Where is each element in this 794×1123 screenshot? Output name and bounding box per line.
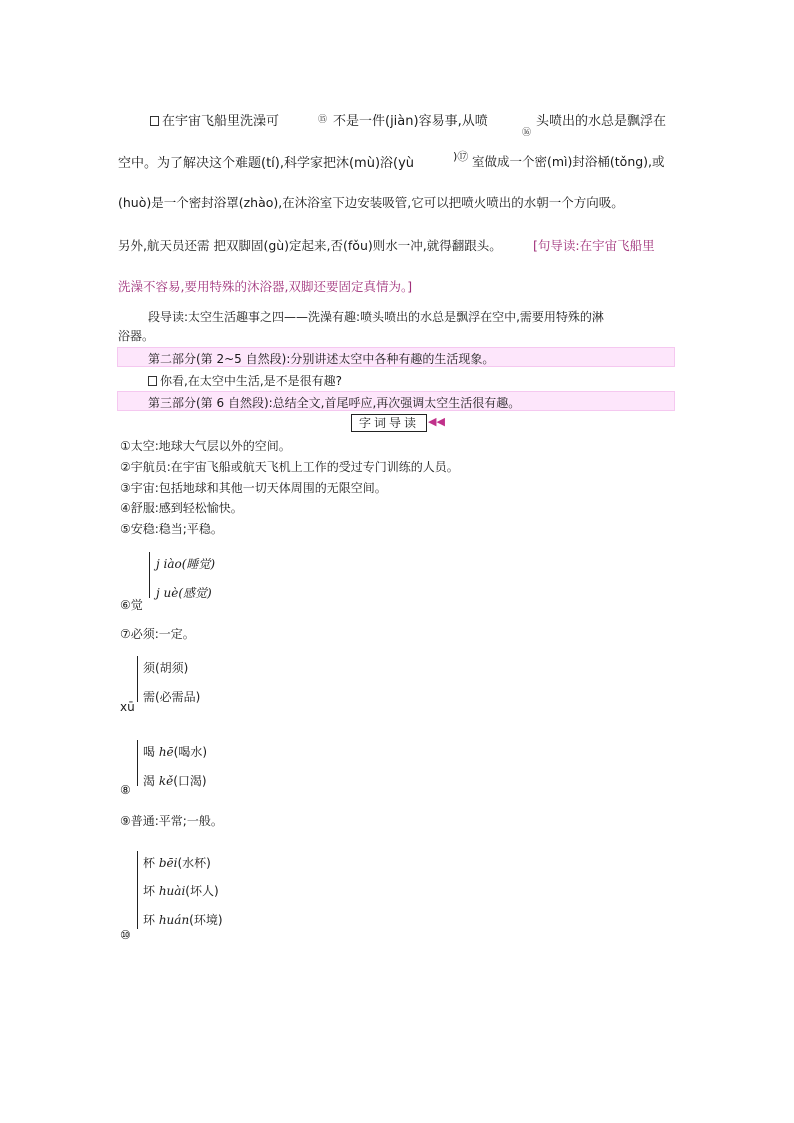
jue-top: j iào(睡觉) bbox=[156, 557, 216, 571]
bei-line-3 bbox=[143, 911, 223, 928]
footnote-16: ⑯ bbox=[522, 128, 532, 138]
sentence-guide-start: [句导读:在宇宙飞船里 bbox=[533, 238, 655, 253]
he-example: (喝水) bbox=[173, 745, 208, 759]
part3-summary: 第三部分(第 6 自然段):总结全文,首尾呼应,再次强调太空生活很有趣。 bbox=[148, 396, 521, 410]
huan-example: (环境) bbox=[189, 913, 223, 927]
vocab-item-4: ④舒服:感到轻松愉快。 bbox=[120, 501, 243, 515]
he-pinyin: hē bbox=[158, 745, 174, 759]
he-label: ⑧ bbox=[120, 783, 131, 797]
bei-example: (水杯) bbox=[177, 856, 211, 870]
paragraph-line-3: (huò)是一个密封浴罩(zhào),在沐浴室下边安装吸管,它可以把喷火喷出的水朝一个方向吸。 bbox=[118, 195, 624, 210]
xu-top: 须(胡须) bbox=[143, 661, 189, 675]
bei-line-1 bbox=[143, 854, 211, 871]
jue-label: ⑥觉 bbox=[120, 598, 143, 612]
he-top bbox=[143, 743, 207, 760]
paragraph-line-1c: 头喷出的水总是飘浮在 bbox=[536, 114, 667, 129]
ke-char: 渴 bbox=[143, 774, 159, 788]
jue-bottom: j uè(感觉) bbox=[156, 586, 212, 600]
footnote-17: )⑰ bbox=[453, 150, 469, 163]
brace-jue bbox=[149, 552, 150, 598]
bei-label: ⑩ bbox=[120, 928, 131, 942]
he-char: 喝 bbox=[143, 745, 159, 759]
huai-pinyin: huài bbox=[158, 884, 186, 898]
bei-pinyin: bēi bbox=[158, 856, 178, 870]
question-line bbox=[148, 372, 342, 389]
paragraph-line-2b: 室做成一个密(mì)封浴桶(tǒng),或 bbox=[472, 154, 665, 169]
part2-summary: 第二部分(第 2~5 自然段):分别讲述太空中各种有趣的生活现象。 bbox=[148, 352, 495, 366]
arrow-icon: ◀◀ bbox=[428, 415, 445, 428]
vocab-item-3: ③宇宙:包括地球和其他一切天体周围的无限空间。 bbox=[120, 481, 387, 495]
bei-line-2 bbox=[143, 882, 219, 899]
section-guide-line-1: 段导读:太空生活趣事之四——洗澡有趣:喷头喷出的水总是飘浮在空中,需要用特殊的淋 bbox=[148, 310, 604, 324]
xu-bottom: 需(必需品) bbox=[143, 690, 201, 704]
ke-example: (口渴) bbox=[173, 774, 207, 788]
checkbox-square-icon bbox=[150, 116, 159, 126]
text-segment: 在宇宙飞船里洗澡可 bbox=[162, 114, 280, 129]
huai-char: 坏 bbox=[143, 884, 159, 898]
vocab-item-5: ⑤安稳:稳当;平稳。 bbox=[120, 522, 223, 536]
brace-he bbox=[137, 740, 138, 786]
vocab-item-1: ①太空:地球大气层以外的空间。 bbox=[120, 439, 291, 453]
huan-pinyin: huán bbox=[158, 913, 190, 927]
he-bottom bbox=[143, 772, 207, 789]
paragraph-line-1b: 不是一件(jiàn)容易事,从喷 bbox=[333, 114, 488, 129]
bei-char: 杯 bbox=[143, 856, 159, 870]
checkbox-square-icon bbox=[148, 376, 157, 386]
paragraph-line-2a: 空中。为了解决这个难题(tí),科学家把沐(mù)浴(yù bbox=[118, 156, 415, 171]
paragraph-line-1 bbox=[150, 110, 279, 129]
huan-char: 环 bbox=[143, 913, 159, 927]
vocab-item-2: ②宇航员:在宇宙飞船或航天飞机上工作的受过专门训练的人员。 bbox=[120, 460, 459, 474]
footnote-15: ⑮ bbox=[318, 115, 328, 125]
xu-label: xū bbox=[120, 700, 135, 714]
section-guide-line-2: 浴器。 bbox=[118, 329, 155, 343]
huai-example: (坏人) bbox=[185, 884, 219, 898]
brace-xu bbox=[137, 656, 138, 702]
ke-pinyin: kě bbox=[158, 774, 174, 788]
vocab-item-9: ⑨普通:平常;一般。 bbox=[120, 814, 223, 828]
paragraph-line-4a: 另外,航天员还需 把双脚固(gù)定起来,否(fǒu)则水一冲,就得翻跟头。 bbox=[118, 238, 502, 253]
brace-bei bbox=[137, 851, 138, 929]
sentence-guide-end: 洗澡不容易,要用特殊的沐浴器,双脚还要固定真情为。] bbox=[118, 279, 413, 294]
vocab-item-7: ⑦必须:一定。 bbox=[120, 627, 195, 641]
vocab-title: 字词导读 bbox=[351, 414, 427, 432]
question-text: 你看,在太空中生活,是不是很有趣? bbox=[160, 374, 342, 388]
